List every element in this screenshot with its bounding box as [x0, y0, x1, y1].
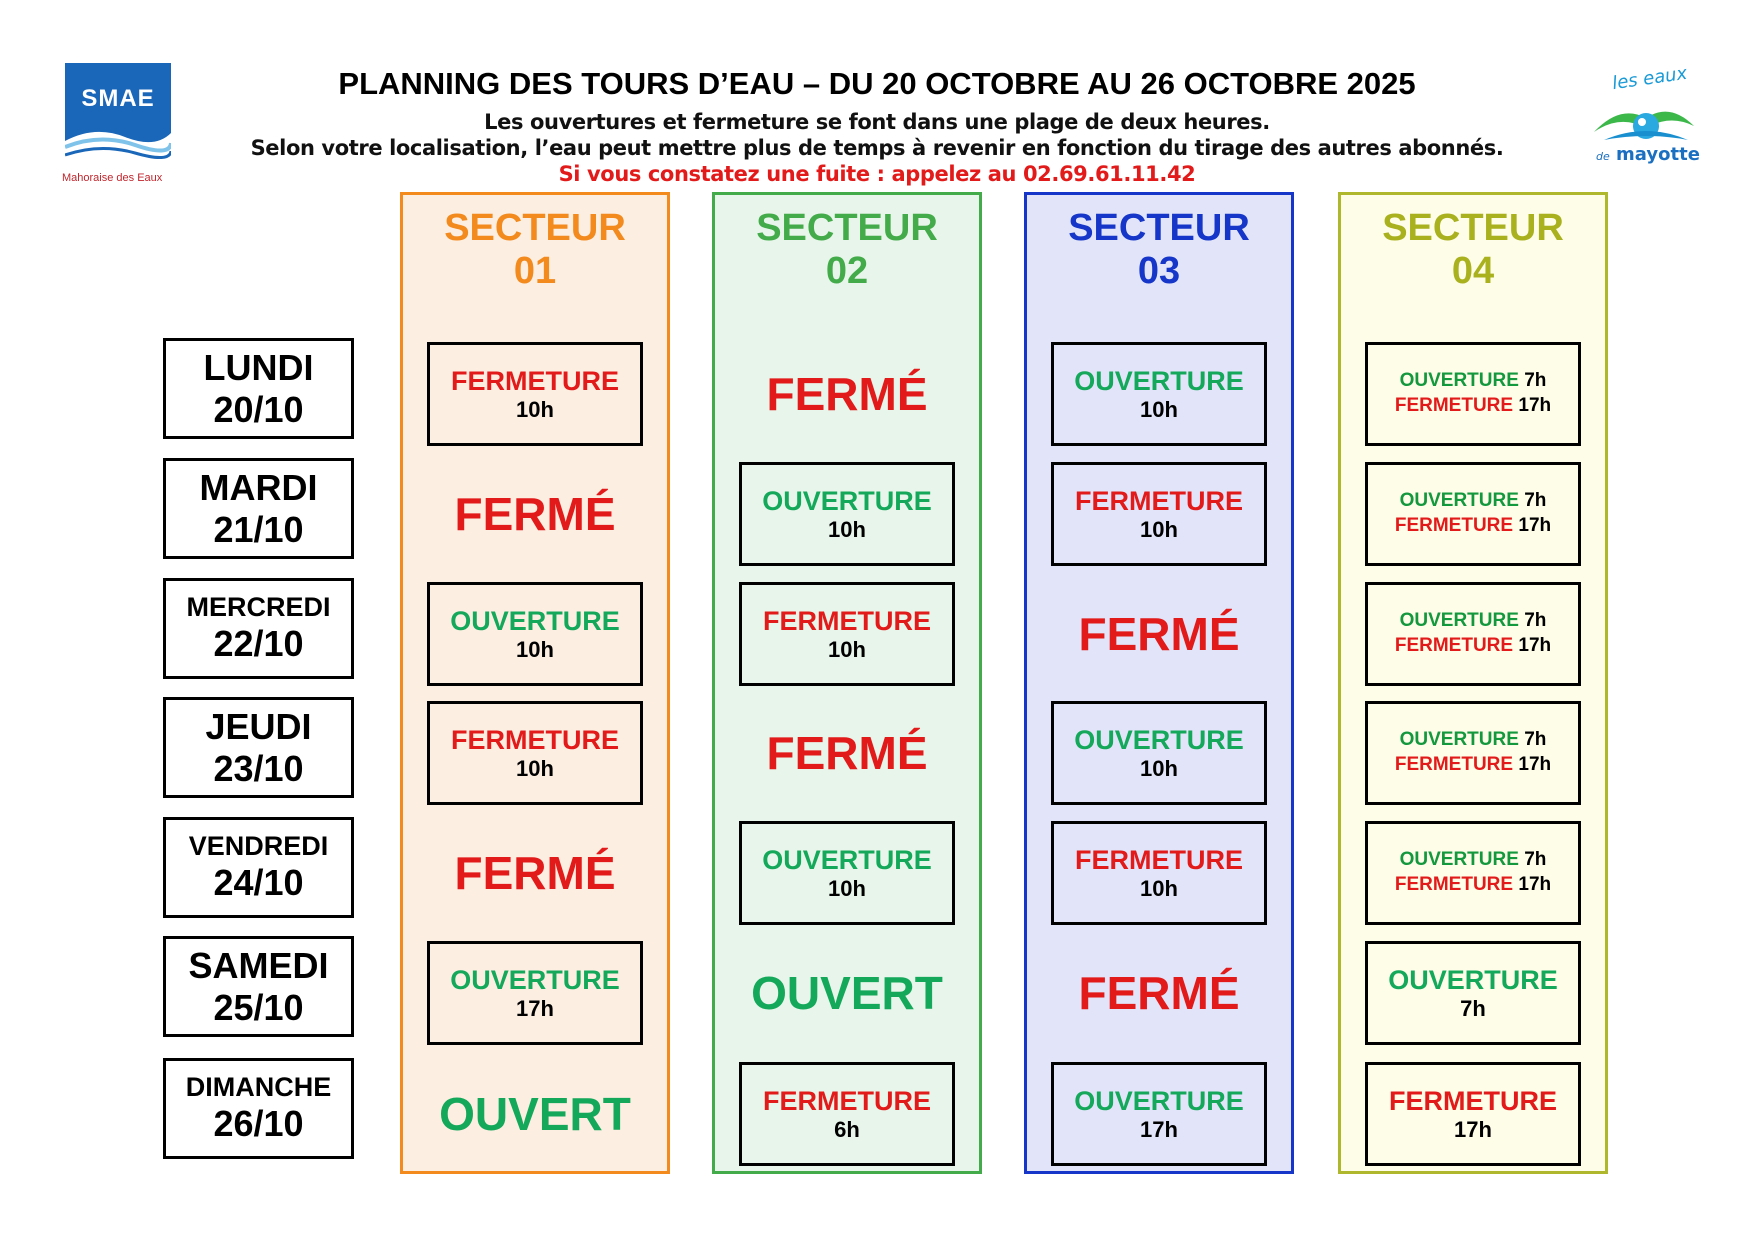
- sector-03-column: [1024, 192, 1294, 1174]
- event-hour: 10h: [1140, 396, 1178, 422]
- event-label: OUVERTURE: [1074, 724, 1244, 755]
- open-label: OUVERTURE: [1399, 490, 1519, 512]
- closed-status: FERMÉ: [1078, 608, 1240, 660]
- open-close-event: [1365, 582, 1581, 686]
- closing-event: [1051, 821, 1267, 925]
- eaux-logo-bottom-text: [1596, 144, 1700, 165]
- schedule-cell: [403, 461, 667, 567]
- close-hour: 17h: [1518, 754, 1552, 775]
- event-label: OUVERTURE: [450, 964, 620, 995]
- day-name: JEUDI: [205, 706, 312, 748]
- schedule-cell: [403, 581, 667, 687]
- open-label: OUVERTURE: [1399, 370, 1519, 392]
- smae-logo-text: SMAE: [81, 85, 155, 112]
- sector-number: 03: [1137, 249, 1181, 292]
- closing-line: [1395, 873, 1551, 898]
- schedule-cell: [403, 341, 667, 447]
- event-hour: 10h: [1140, 516, 1178, 542]
- close-label: FERMETURE: [1394, 515, 1514, 536]
- event-label: FERMETURE: [451, 365, 619, 396]
- schedule-cell: [715, 940, 979, 1046]
- opening-line: [1400, 728, 1547, 753]
- sector-02-column: [712, 192, 982, 1174]
- event-label: FERMETURE: [1075, 844, 1243, 875]
- event-label: FERMETURE: [763, 605, 931, 636]
- day-friday: [163, 817, 354, 918]
- open-label: OUVERTURE: [1399, 729, 1519, 751]
- event-hour: 10h: [1140, 755, 1178, 781]
- schedule-cell: [1027, 820, 1291, 926]
- schedule-cell: [715, 1061, 979, 1167]
- day-name: VENDREDI: [188, 831, 329, 862]
- sector-01-column: [400, 192, 670, 1174]
- schedule-cell: [715, 700, 979, 806]
- closing-event: [427, 701, 643, 805]
- event-hour: 10h: [828, 875, 866, 901]
- event-label: OUVERTURE: [1074, 365, 1244, 396]
- eaux-logo-de: de: [1596, 150, 1610, 163]
- sector-title-label: SECTEUR: [756, 207, 938, 249]
- closing-event: [1365, 1062, 1581, 1166]
- closed-status: FERMÉ: [766, 727, 928, 779]
- schedule-cell: [1341, 940, 1605, 1046]
- open-hour: 7h: [1524, 849, 1547, 871]
- close-hour: 17h: [1518, 635, 1552, 656]
- water-drop-icon: [1590, 92, 1700, 152]
- open-hour: 7h: [1524, 610, 1547, 632]
- day-date: 25/10: [213, 986, 304, 1028]
- schedule-cell: [1341, 581, 1605, 687]
- event-hour: 10h: [516, 396, 554, 422]
- close-label: FERMETURE: [1394, 754, 1514, 775]
- closed-status: FERMÉ: [454, 847, 616, 899]
- opening-line: [1400, 369, 1547, 394]
- schedule-cell: [715, 581, 979, 687]
- open-close-event: [1365, 462, 1581, 566]
- event-hour: 6h: [834, 1116, 860, 1142]
- sector-title-label: SECTEUR: [1382, 207, 1564, 249]
- open-label: OUVERTURE: [1399, 849, 1519, 871]
- day-name: MERCREDI: [186, 592, 331, 623]
- day-name: DIMANCHE: [185, 1072, 332, 1103]
- day-name: SAMEDI: [188, 945, 329, 987]
- event-label: FERMETURE: [451, 724, 619, 755]
- schedule-cell: [715, 341, 979, 447]
- closed-status: FERMÉ: [454, 488, 616, 540]
- day-monday: [163, 338, 354, 439]
- opening-event: [739, 462, 955, 566]
- sector-number: 02: [825, 249, 869, 292]
- schedule-cell: [403, 700, 667, 806]
- event-hour: 17h: [1140, 1116, 1178, 1142]
- day-date: 21/10: [213, 508, 304, 550]
- day-name: LUNDI: [203, 347, 314, 389]
- day-date: 24/10: [213, 862, 304, 904]
- close-label: FERMETURE: [1394, 395, 1514, 416]
- close-label: FERMETURE: [1394, 874, 1514, 895]
- day-date: 26/10: [213, 1103, 304, 1145]
- schedule-cell: [715, 820, 979, 926]
- closing-event: [427, 342, 643, 446]
- event-hour: 10h: [516, 636, 554, 662]
- sector-title: [1027, 207, 1291, 292]
- event-hour: 7h: [1460, 995, 1486, 1021]
- event-hour: 10h: [1140, 875, 1178, 901]
- schedule-cell: [1027, 1061, 1291, 1167]
- sector-number: 04: [1451, 249, 1495, 292]
- day-tuesday: [163, 458, 354, 559]
- open-status: OUVERT: [751, 967, 943, 1019]
- closed-status: FERMÉ: [1078, 967, 1240, 1019]
- schedule-cell: [1027, 940, 1291, 1046]
- event-hour: 17h: [1454, 1116, 1492, 1142]
- schedule-cell: [715, 461, 979, 567]
- opening-event: [1365, 941, 1581, 1045]
- close-hour: 17h: [1518, 515, 1552, 536]
- close-label: FERMETURE: [1394, 635, 1514, 656]
- schedule-cell: [403, 1061, 667, 1167]
- closing-event: [1051, 462, 1267, 566]
- day-sunday: [163, 1058, 354, 1159]
- event-label: OUVERTURE: [762, 485, 932, 516]
- eaux-logo-top-text: les eaux: [1610, 62, 1689, 95]
- opening-event: [739, 821, 955, 925]
- closing-line: [1395, 634, 1551, 659]
- event-label: OUVERTURE: [762, 844, 932, 875]
- event-label: FERMETURE: [1389, 1085, 1557, 1116]
- sector-number: 01: [513, 249, 557, 292]
- sector-title: [1341, 207, 1605, 292]
- closed-status: FERMÉ: [766, 368, 928, 420]
- closing-line: [1395, 394, 1551, 419]
- leak-phone-notice: Si vous constatez une fuite : appelez au 02.69.61.11.42: [558, 162, 1196, 186]
- sector-title-label: SECTEUR: [444, 207, 626, 249]
- day-wednesday: [163, 578, 354, 679]
- schedule-cell: [403, 820, 667, 926]
- sector-title: [715, 207, 979, 292]
- schedule-cell: [1341, 700, 1605, 806]
- schedule-cell: [1341, 1061, 1605, 1167]
- day-date: 20/10: [213, 388, 304, 430]
- opening-event: [1051, 701, 1267, 805]
- close-hour: 17h: [1518, 874, 1552, 895]
- event-hour: 17h: [516, 995, 554, 1021]
- eaux-logo-mayotte: mayotte: [1616, 144, 1700, 165]
- open-status: OUVERT: [439, 1088, 631, 1140]
- event-hour: 10h: [828, 516, 866, 542]
- open-label: OUVERTURE: [1399, 610, 1519, 632]
- open-close-event: [1365, 701, 1581, 805]
- sector-04-column: [1338, 192, 1608, 1174]
- opening-line: [1400, 848, 1547, 873]
- open-close-event: [1365, 342, 1581, 446]
- event-label: FERMETURE: [1075, 485, 1243, 516]
- closing-event: [739, 582, 955, 686]
- opening-event: [1051, 1062, 1267, 1166]
- schedule-cell: [1027, 700, 1291, 806]
- opening-event: [427, 582, 643, 686]
- opening-line: [1400, 489, 1547, 514]
- day-date: 23/10: [213, 747, 304, 789]
- day-date: 22/10: [213, 623, 304, 665]
- event-label: OUVERTURE: [1388, 964, 1558, 995]
- sector-title: [403, 207, 667, 292]
- info-line-1: Les ouvertures et fermeture se font dans une plage de deux heures.: [484, 110, 1270, 134]
- schedule-cell: [1341, 461, 1605, 567]
- schedule-cell: [1027, 581, 1291, 687]
- opening-event: [1051, 342, 1267, 446]
- schedule-cell: [1027, 461, 1291, 567]
- event-hour: 10h: [828, 636, 866, 662]
- schedule-cell: [1341, 341, 1605, 447]
- event-label: OUVERTURE: [450, 605, 620, 636]
- open-close-event: [1365, 821, 1581, 925]
- page-title: PLANNING DES TOURS D’EAU – DU 20 OCTOBRE AU 26 OCTOBRE 2025: [338, 66, 1416, 101]
- day-name: MARDI: [199, 467, 318, 509]
- closing-line: [1395, 753, 1551, 778]
- open-hour: 7h: [1524, 490, 1547, 512]
- wave-icon: [65, 63, 171, 167]
- open-hour: 7h: [1524, 370, 1547, 392]
- closing-event: [739, 1062, 955, 1166]
- event-label: OUVERTURE: [1074, 1085, 1244, 1116]
- eaux-de-mayotte-logo: [1590, 62, 1700, 176]
- schedule-cell: [403, 940, 667, 1046]
- info-line-2: Selon votre localisation, l’eau peut mettre plus de temps à revenir en fonction du tirage des autres abonnés.: [250, 136, 1504, 160]
- smae-logo: [65, 63, 171, 167]
- schedule-cell: [1341, 820, 1605, 926]
- event-label: FERMETURE: [763, 1085, 931, 1116]
- schedule-cell: [1027, 341, 1291, 447]
- day-thursday: [163, 697, 354, 798]
- smae-logo-caption: Mahoraise des Eaux: [62, 172, 163, 184]
- closing-line: [1395, 514, 1551, 539]
- close-hour: 17h: [1518, 395, 1552, 416]
- opening-line: [1400, 609, 1547, 634]
- event-hour: 10h: [516, 755, 554, 781]
- sector-title-label: SECTEUR: [1068, 207, 1250, 249]
- day-saturday: [163, 936, 354, 1037]
- open-hour: 7h: [1524, 729, 1547, 751]
- opening-event: [427, 941, 643, 1045]
